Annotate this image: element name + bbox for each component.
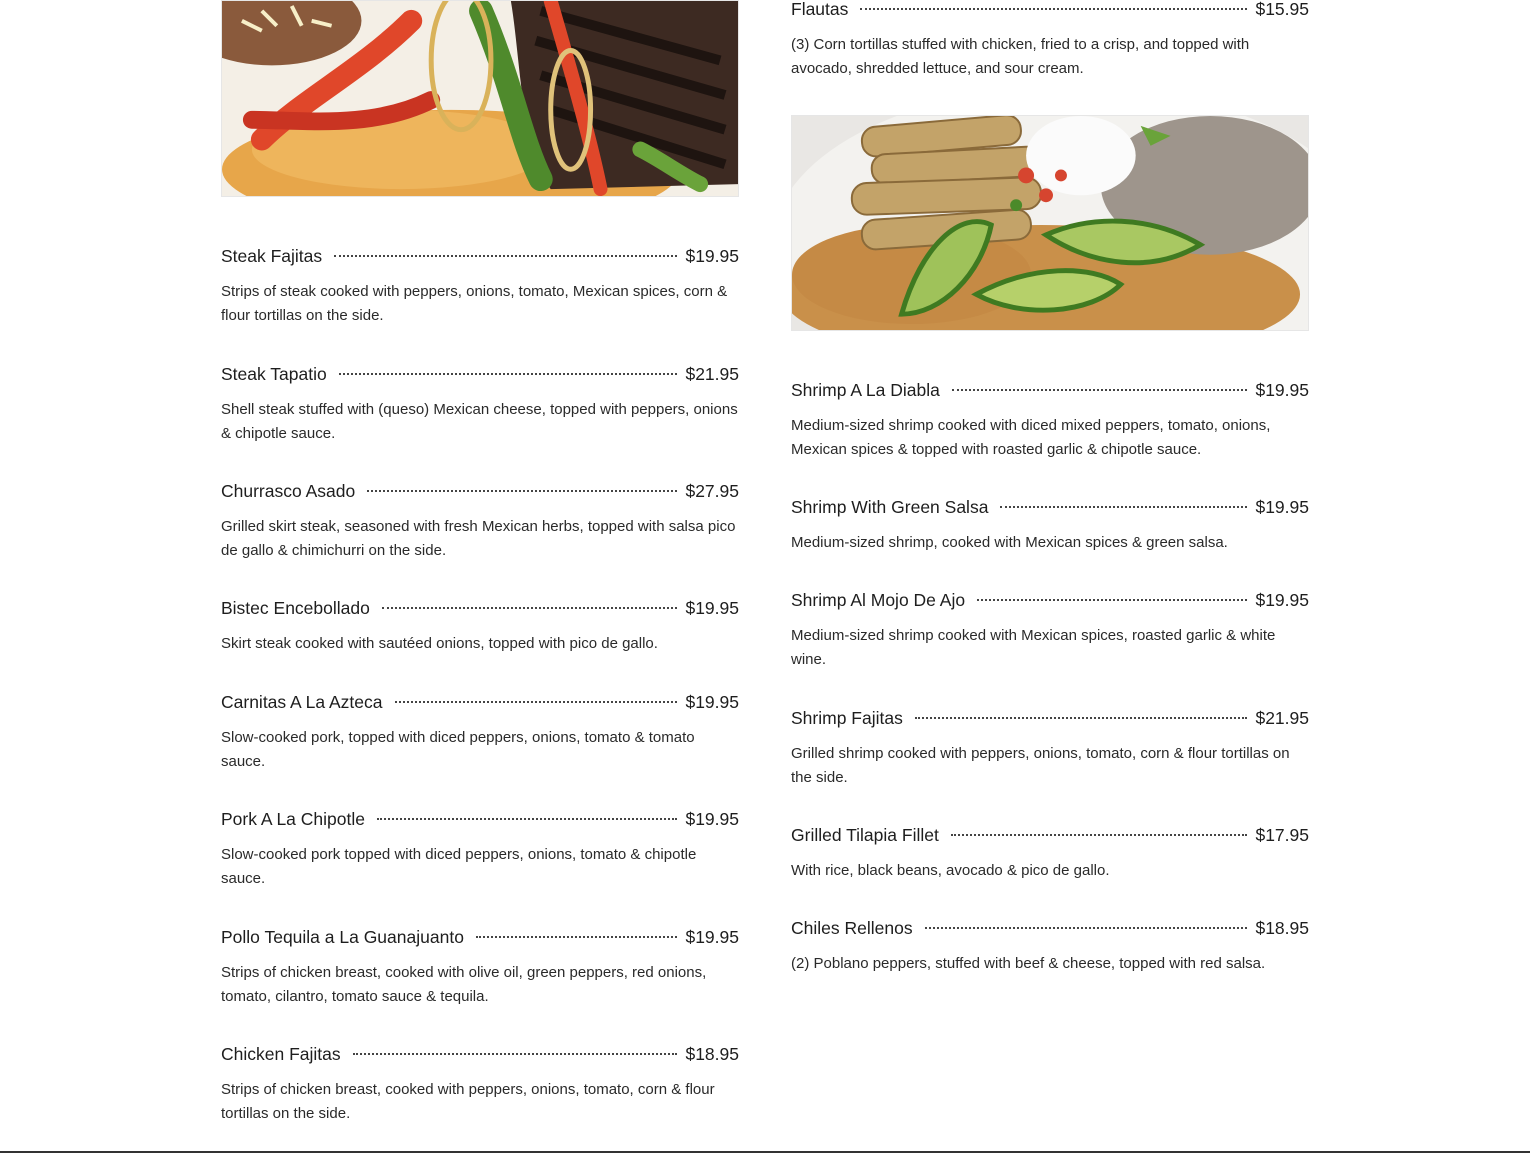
item-price: $17.95 [1255,825,1309,845]
menu-item [221,363,739,446]
item-description: Medium-sized shrimp cooked with Mexican spices, roasted garlic & white wine. [791,627,1276,668]
item-price: $21.95 [685,364,739,384]
leader-dots [925,927,1248,929]
menu-item [791,824,1309,883]
item-price: $19.95 [685,809,739,829]
menu-item [791,707,1309,790]
menu-item [221,245,739,328]
item-description: Shell steak stuffed with (queso) Mexican cheese, topped with peppers, onions & chipotle sauce. [221,401,738,442]
leader-dots [367,490,677,492]
menu-item [221,691,739,774]
menu-item [791,917,1309,976]
leader-dots [1000,506,1247,508]
menu-item [791,589,1309,672]
item-price: $19.95 [685,598,739,618]
item-description: Slow-cooked pork topped with diced peppers, onions, tomato & chipotle sauce. [221,846,697,887]
item-name: Chicken Fajitas [221,1044,341,1064]
menu-item [221,1043,739,1126]
item-description: Grilled skirt steak, seasoned with fresh Mexican herbs, topped with salsa pico de gallo & chimichurri on the side. [221,518,736,559]
item-name: Churrasco Asado [221,481,356,501]
menu-item [221,480,739,563]
leader-dots [476,936,678,938]
item-price: $15.95 [1255,0,1309,19]
leader-dots [339,373,678,375]
item-description: Strips of chicken breast, cooked with olive oil, green peppers, red onions, tomato, cilantro, tomato sauce & tequila. [221,964,707,1005]
item-description: With rice, black beans, avocado & pico de gallo. [791,862,1110,879]
item-price: $19.95 [685,692,739,712]
item-price: $19.95 [1255,497,1309,517]
leader-dots [951,834,1248,836]
item-description: (2) Poblano peppers, stuffed with beef & cheese, topped with red salsa. [791,955,1266,972]
leader-dots [977,599,1247,601]
item-description: Skirt steak cooked with sautéed onions, topped with pico de gallo. [221,635,658,652]
leader-dots [382,607,678,609]
menu-item [221,597,739,656]
item-price: $19.95 [685,246,739,266]
item-price: $27.95 [685,481,739,501]
item-name: Steak Tapatio [221,364,327,384]
leader-dots [377,818,677,820]
item-description: Strips of steak cooked with peppers, onions, tomato, Mexican spices, corn & flour tortillas on the side. [221,283,728,324]
item-description: Grilled shrimp cooked with peppers, onions, tomato, corn & flour tortillas on the side. [791,745,1290,786]
menu-item [791,379,1309,462]
menu-item [791,0,1309,81]
item-name: Steak Fajitas [221,246,323,266]
item-description: Slow-cooked pork, topped with diced peppers, onions, tomato & tomato sauce. [221,729,695,770]
item-name: Bistec Encebollado [221,598,370,618]
item-price: $19.95 [1255,380,1309,400]
leader-dots [353,1053,678,1055]
item-price: $19.95 [685,927,739,947]
item-name: Grilled Tilapia Fillet [791,825,939,845]
item-name: Shrimp Al Mojo De Ajo [791,590,966,610]
menu-item [791,496,1309,555]
item-price: $18.95 [1255,918,1309,938]
item-price: $21.95 [1255,708,1309,728]
steak-fajitas-photo [221,0,739,197]
item-price: $19.95 [1255,590,1309,610]
item-description: Strips of chicken breast, cooked with peppers, onions, tomato, corn & flour tortillas on the side. [221,1081,715,1122]
item-name: Pollo Tequila a La Guanajuanto [221,927,464,947]
leader-dots [334,255,677,257]
leader-dots [952,389,1248,391]
menu-item [221,808,739,891]
item-name: Shrimp With Green Salsa [791,497,989,517]
flautas-photo [791,115,1309,331]
item-price: $18.95 [685,1044,739,1064]
item-name: Shrimp Fajitas [791,708,903,728]
item-name: Chiles Rellenos [791,918,913,938]
menu-column-left [221,0,739,1122]
flautas-image [792,116,1308,330]
leader-dots [915,717,1248,719]
leader-dots [860,8,1247,10]
item-description: (3) Corn tortillas stuffed with chicken, fried to a crisp, and topped with avocado, shredded lettuce, and sour cream. [791,36,1250,77]
item-name: Pork A La Chipotle [221,809,365,829]
leader-dots [395,701,678,703]
item-description: Medium-sized shrimp, cooked with Mexican spices & green salsa. [791,534,1228,551]
steak-fajitas-image [222,1,738,196]
item-name: Shrimp A La Diabla [791,380,940,400]
item-description: Medium-sized shrimp cooked with diced mixed peppers, tomato, onions, Mexican spices & topped with roasted garlic & chipotle sauce. [791,417,1271,458]
item-name: Flautas [791,0,849,19]
menu-item [221,926,739,1009]
item-name: Carnitas A La Azteca [221,692,383,712]
